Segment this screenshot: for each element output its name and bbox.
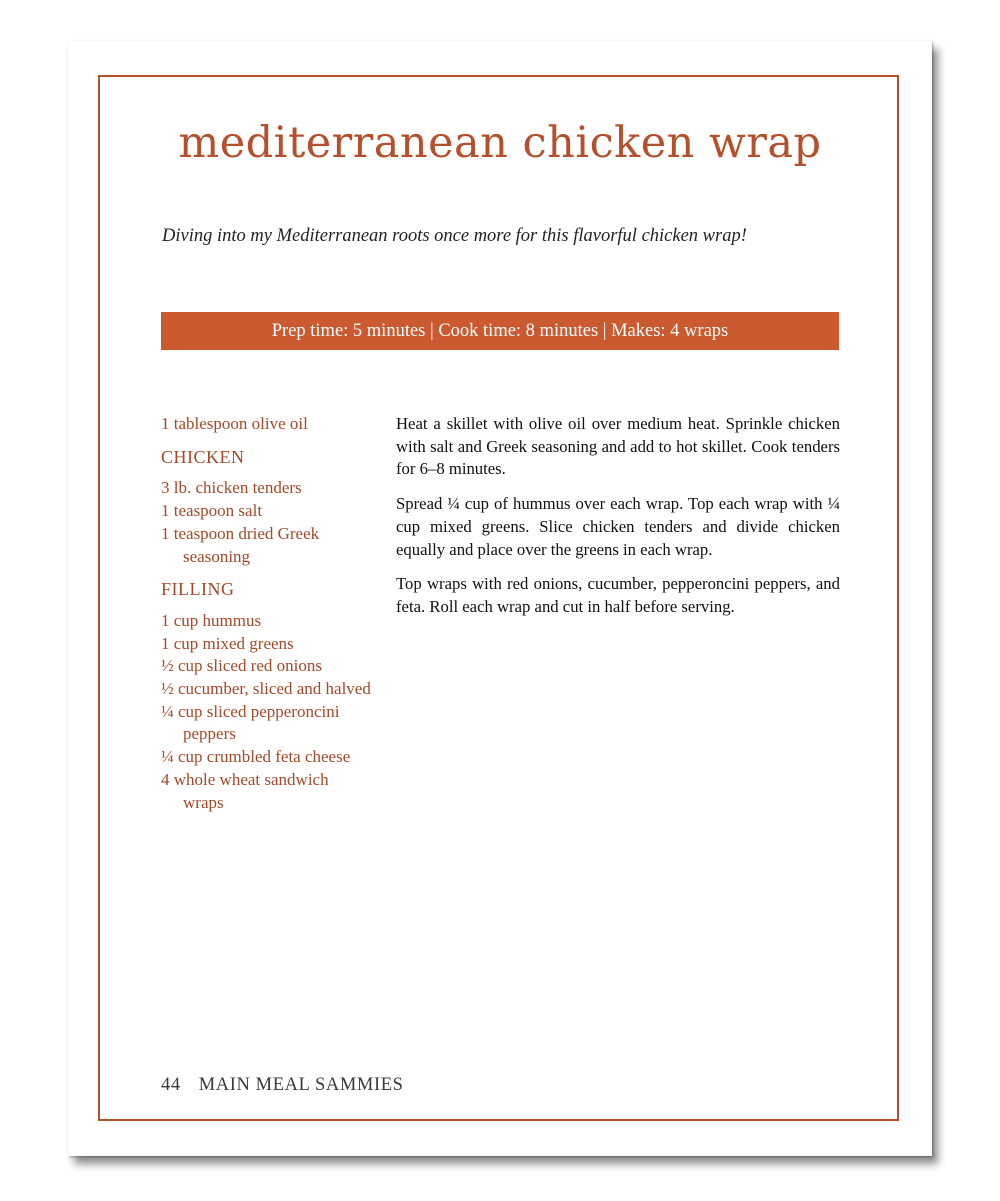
ingredient-item: 1 tablespoon olive oil xyxy=(161,414,308,433)
ingredient-item: 3 lb. chicken tenders xyxy=(161,478,302,498)
direction-step: Spread ¼ cup of hummus over each wrap. Top each wrap with ¼ cup mixed greens. Slice chicken tenders and divide chicken equally and place over the greens in each wrap. xyxy=(396,494,840,559)
filling-heading: FILLING xyxy=(161,579,235,600)
ingredient-item: 1 teaspoon salt xyxy=(161,501,263,521)
direction-step: Top wraps with red onions, cucumber, pepperoncini peppers, and feta. Roll each wrap and cut in half before serving. xyxy=(396,574,840,616)
direction-step: Heat a skillet with olive oil over medium heat. Sprinkle chicken with salt and Greek seasoning and add to hot skillet. Cook tenders for 6–8 minutes. xyxy=(396,414,840,479)
page-footer xyxy=(161,1075,404,1096)
ingredient-item: ½ cucumber, sliced and halved xyxy=(161,679,371,699)
ingredient-item: ¼ cup sliced pepperoncini peppers xyxy=(161,701,340,744)
chicken-heading: CHICKEN xyxy=(161,446,245,467)
ingredient-item: ½ cup sliced red onions xyxy=(161,656,322,676)
ingredient-item: 4 whole wheat sandwich wraps xyxy=(161,769,329,812)
ingredient-item: 1 teaspoon dried Greek seasoning xyxy=(161,523,320,566)
ingredient-item: ¼ cup crumbled feta cheese xyxy=(161,747,351,767)
recipe-title: mediterranean chicken wrap xyxy=(178,118,822,168)
recipe-intro: Diving into my Mediterranean roots once more for this flavorful chicken wrap! xyxy=(162,226,747,246)
ingredients-list xyxy=(161,413,371,814)
ingredient-item: 1 cup hummus xyxy=(161,610,262,630)
page-number: 44 xyxy=(161,1075,181,1095)
section-name: MAIN MEAL SAMMIES xyxy=(198,1075,404,1095)
directions xyxy=(396,413,840,631)
ingredient-item: 1 cup mixed greens xyxy=(161,633,294,653)
recipe-info-bar: Prep time: 5 minutes | Cook time: 8 minutes | Makes: 4 wraps xyxy=(161,312,839,350)
book-page xyxy=(68,41,932,1156)
